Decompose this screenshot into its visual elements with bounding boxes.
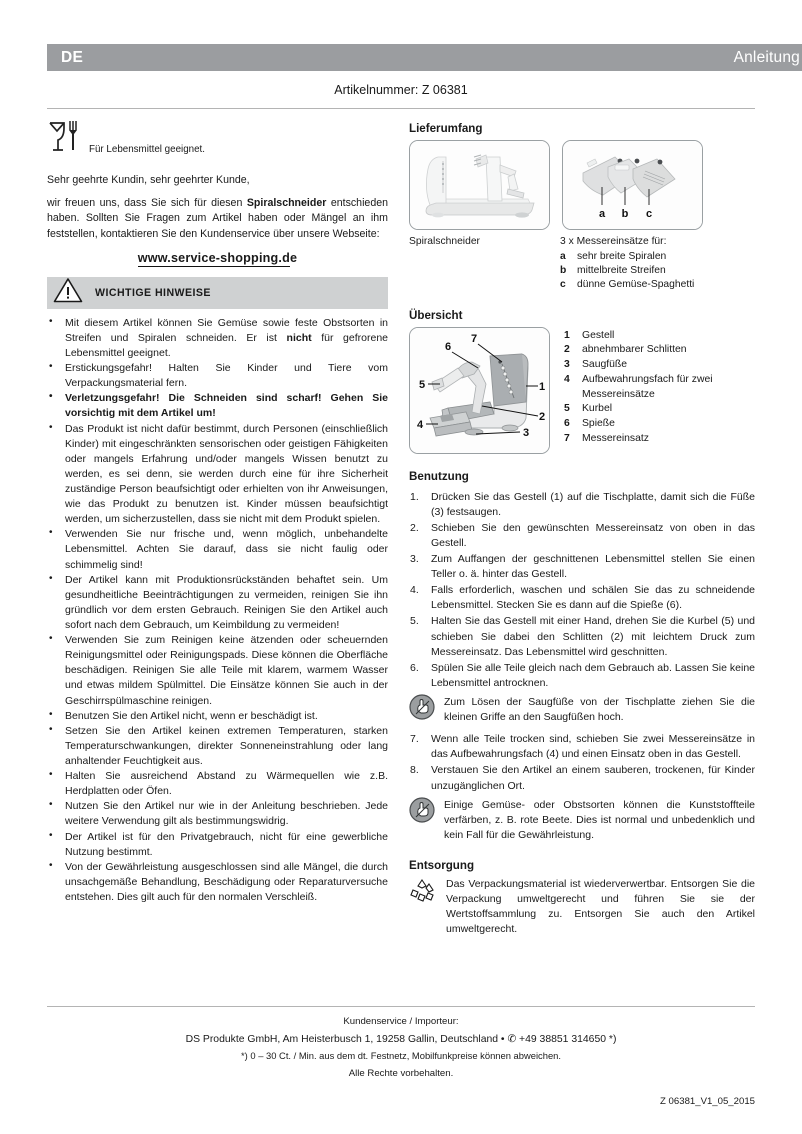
blade-legend-key: a — [560, 251, 566, 262]
usage-step-number: 6. — [410, 661, 419, 674]
svg-text:5: 5 — [418, 378, 426, 391]
food-safe-mark — [47, 122, 388, 160]
svg-text:4: 4 — [416, 418, 424, 431]
svg-text:2: 2 — [538, 410, 546, 423]
usage-step-number: 7. — [410, 733, 419, 746]
document-version: Z 06381_V1_05_2015 — [660, 1096, 755, 1107]
footer-rights: Alle Rechte vorbehalten. — [348, 1068, 454, 1079]
safety-notice-item: • Der Artikel ist für den Privatgebrauch, nicht für eine gewerbliche Nutzung bestimmt. — [47, 830, 388, 860]
blade-inserts-photo — [562, 140, 703, 230]
overview-legend-text-cont: Messereinsätze — [582, 388, 655, 400]
food-safe-label: Für Lebensmittel geeignet. — [89, 144, 205, 155]
usage-step-text: Wenn alle Teile trocken sind, schieben Sie zwei Messereinsätze in das Aufbewahrungsfach (4) und einen Einsatz oben in das Gestell. — [431, 733, 755, 761]
caption-spiral-cutter: Spiralschneider — [409, 236, 480, 247]
language-code: DE — [61, 48, 84, 66]
svg-text:3: 3 — [522, 426, 530, 439]
salutation: Sehr geehrte Kundin, sehr geehrter Kunde, — [47, 174, 250, 186]
safety-notice-item: • Setzen Sie den Artikel keinen extremen Temperaturen, starken Temperaturschwankungen, direkter Sonneneinstrahlung oder lang anhaltender Feuchtigkeit aus. — [47, 724, 388, 769]
overview-legend-text: Spieße — [582, 418, 615, 430]
safety-notice-item: • Verwenden Sie zum Reinigen keine ätzenden oder scheuernden Reinigungsmittel oder Reinigungspads. Diese können die Oberfläche beschädigen. Reinigen Sie alle Teile mit klarem, warmem Wasser und etwas mildem Spülmittel. Die Einsätze können Sie auch in der Geschirrspülmaschine reinigen. — [47, 633, 388, 709]
overview-legend-text: Aufbewahrungsfach für zwei — [582, 373, 713, 385]
overview-legend-key: 1 — [564, 329, 570, 341]
overview-legend-text: Saugfüße — [582, 359, 628, 371]
important-notice-title: WICHTIGE HINWEISE — [95, 286, 211, 299]
caption-blade-inserts: 3 x Messereinsätze für: — [560, 236, 667, 247]
overview-legend-item — [564, 373, 713, 388]
usage-step-number: 2. — [410, 521, 419, 534]
safety-notice-item: • Mit diesem Artikel können Sie Gemüse sowie feste Obstsorten in Streifen und Spiralen schneiden. Er ist nicht für gefrorene Lebensmittel geeignet. — [47, 316, 388, 361]
disposal-block — [409, 877, 755, 937]
hand-pointing-icon — [409, 694, 435, 725]
usage-step — [409, 661, 755, 691]
usage-step — [409, 614, 755, 659]
usage-step-number: 4. — [410, 584, 419, 597]
overview-legend-item — [564, 329, 713, 344]
blade-legend-item — [560, 250, 755, 264]
tip-suction-feet-text: Zum Lösen der Saugfüße von der Tischplatte ziehen Sie die kleinen Griffe an den Saugfüßen hoch. — [444, 696, 755, 724]
usage-step — [409, 763, 755, 793]
scope-of-delivery-images — [409, 140, 755, 230]
document-type-title: Anleitung — [733, 48, 800, 66]
safety-notice-item: • Verletzungsgefahr! Die Schneiden sind scharf! Gehen Sie vorsichtig mit dem Artikel um! — [47, 391, 388, 421]
overview-legend-key: 4 — [564, 373, 570, 385]
overview-diagram — [409, 327, 550, 454]
usage-step — [409, 583, 755, 613]
warning-triangle-icon — [53, 277, 83, 308]
disposal-heading: Entsorgung — [409, 859, 475, 873]
usage-step-text: Halten Sie das Gestell mit einer Hand, drehen Sie die Kurbel (5) und schieben Sie dabei den Schlitten (2) mit leichtem Druck zum Messereinsatz. Das Lebensmittel wird geschnitten. — [431, 615, 755, 658]
usage-heading: Benutzung — [409, 469, 469, 483]
overview-legend-key: 7 — [564, 432, 570, 444]
blade-legend-text: dünne Gemüse-Spaghetti — [577, 279, 695, 291]
blade-legend-key: b — [560, 265, 567, 277]
usage-step-text: Spülen Sie alle Teile gleich nach dem Gebrauch ab. Lassen Sie keine Lebensmittel antrocknen. — [431, 661, 755, 689]
blade-insert-legend — [560, 250, 755, 293]
overview-legend-key: 3 — [564, 359, 570, 371]
right-column — [409, 122, 755, 937]
overview-legend-item — [564, 343, 713, 358]
svg-text:1: 1 — [538, 380, 546, 393]
tip-discoloration-text: Einige Gemüse- oder Obstsorten können die Kunststoffteile verfärben, z. B. rote Beete. Dies ist normal und unbedenklich und kein Fall für die Gewährleistung. — [444, 798, 755, 841]
service-website-tail: e — [290, 250, 298, 265]
overview-legend-item — [564, 358, 713, 373]
blade-legend-text: sehr breite Spiralen — [577, 251, 667, 262]
usage-step-number: 8. — [410, 764, 419, 777]
product-name: Spiralschneider — [246, 197, 327, 210]
overview-legend-key: 2 — [564, 344, 570, 356]
blade-legend-item — [560, 278, 755, 292]
spiral-cutter-photo — [409, 140, 550, 230]
usage-step-text: Zum Auffangen der geschnittenen Lebensmittel stellen Sie einen Teller o. ä. hinter das Gestell. — [431, 553, 755, 581]
blade-legend-text: mittelbreite Streifen — [577, 265, 666, 277]
article-number: Artikelnummer: Z 06381 — [334, 83, 468, 97]
usage-step — [409, 490, 755, 520]
important-notice-banner — [47, 277, 388, 309]
svg-text:a: a — [598, 208, 606, 220]
service-website[interactable] — [47, 251, 388, 265]
usage-step-number: 1. — [410, 490, 419, 503]
overview-legend-key: 6 — [564, 418, 570, 430]
overview-legend-key: 5 — [564, 403, 570, 415]
safety-notice-item: • Von der Gewährleistung ausgeschlossen sind alle Mängel, die durch unsachgemäße Behandlung, Beschädigung oder Reparaturversuche entstehen. Dies gilt auch für den normalen Verschleiß. — [47, 860, 388, 905]
footer-company-address: DS Produkte GmbH, Am Heisterbusch 1, 19258 Gallin, Deutschland • ✆ +49 38851 314650 *) — [185, 1034, 617, 1045]
usage-step — [409, 521, 755, 551]
safety-notice-item: • Halten Sie ausreichend Abstand zu Wärmequellen wie z.B. Herdplatten oder Öfen. — [47, 769, 388, 799]
page-footer — [47, 1016, 755, 1079]
usage-step-number: 3. — [410, 553, 419, 566]
safety-notice-item: • Verwenden Sie nur frische und, wenn möglich, unbehandelte Lebensmittel. Achten Sie darauf, dass sie nicht faulig oder schimmelig sind! — [47, 527, 388, 572]
left-column — [47, 122, 388, 905]
usage-steps-part1 — [409, 490, 755, 691]
disposal-text: Das Verpackungsmaterial ist wiederverwertbar. Entsorgen Sie die Verpackung umweltgerecht und führen Sie sie der Wertstoffsammlung zu. Entsorgen Sie auch den Artikel umweltgerecht. — [446, 878, 755, 936]
scope-of-delivery-captions — [409, 236, 755, 247]
usage-step-number: 5. — [410, 615, 419, 628]
usage-step — [409, 732, 755, 762]
footer-service-label: Kundenservice / Importeur: — [343, 1016, 459, 1027]
overview-block — [409, 327, 755, 454]
usage-steps-part2 — [409, 732, 755, 793]
safety-notice-item: • Nutzen Sie den Artikel nur wie in der Anleitung beschrieben. Jede weitere Verwendung gilt als bestimmungswidrig. — [47, 799, 388, 829]
glass-fork-icon — [47, 119, 81, 160]
safety-notice-item: • Der Artikel kann mit Produktionsrückständen behaftet sein. Um gesundheitliche Beeinträchtigungen zu vermeiden, reinigen Sie ihn gründlich vor dem ersten Gebrauch. Reinigen Sie den Artikel auch sofort nach dem Gebrauch, um Keimbildung zu vermeiden! — [47, 573, 388, 633]
usage-step-text: Falls erforderlich, waschen und schälen Sie das zu schneidende Lebensmittel. Stecken Sie es dann auf die Spieße (6). — [431, 584, 755, 612]
header-divider — [47, 108, 755, 109]
svg-text:7: 7 — [470, 332, 478, 345]
intro-part-2: entschieden haben. Sollten Sie Fragen zum Artikel haben oder Mängel an ihm feststellen, kontaktieren Sie den Kundenservice über unsere Webseite: — [47, 197, 388, 240]
safety-notice-item: • Das Produkt ist nicht dafür bestimmt, durch Personen (einschließlich Kinder) mit eingeschränkten sensorischen oder geistigen Fähigkeiten oder mangels Erfahrung und/oder mangels Wissen benutzt zu werden, es sei denn, sie werden durch eine für ihre Sicherheit zuständige Person beaufsichtigt oder erhielten von ihr Anweisungen, wie das Produkt zu benutzen ist. Kinder müssen beaufsichtigt werden, um sicherzustellen, dass sie nicht mit dem Produkt spielen. — [47, 422, 388, 528]
overview-legend-item — [564, 402, 713, 417]
svg-text:6: 6 — [444, 340, 452, 353]
overview-heading: Übersicht — [409, 308, 463, 322]
service-website-underlined: www.service-shopping.d — [137, 250, 291, 265]
intro-paragraph — [47, 196, 388, 242]
blade-legend-item — [560, 264, 755, 278]
overview-legend-text: Messereinsatz — [582, 432, 649, 444]
safety-notice-item: • Benutzen Sie den Artikel nicht, wenn er beschädigt ist. — [47, 709, 388, 724]
footer-phone-note: *) 0 – 30 Ct. / Min. aus dem dt. Festnetz, Mobilfunkpreise können abweichen. — [241, 1050, 561, 1061]
overview-legend-text: Gestell — [582, 329, 615, 341]
usage-step-text: Drücken Sie das Gestell (1) auf die Tischplatte, damit sich die Füße (3) festsaugen. — [431, 490, 755, 518]
recycling-icon — [409, 877, 437, 910]
safety-notice-list — [47, 316, 388, 905]
tip-suction-feet — [409, 694, 755, 725]
usage-step — [409, 552, 755, 582]
tip-discoloration — [409, 797, 755, 843]
intro-part-1: wir freuen uns, dass Sie sich für diesen — [47, 197, 247, 210]
page-header-bar — [47, 44, 802, 71]
scope-of-delivery-heading: Lieferumfang — [409, 122, 483, 135]
safety-notice-item: • Erstickungsgefahr! Halten Sie Kinder und Tiere vom Verpackungsmaterial fern. — [47, 361, 388, 391]
usage-step-text: Schieben Sie den gewünschten Messereinsatz von oben in das Gestell. — [431, 521, 755, 549]
overview-legend-text: Kurbel — [582, 403, 613, 415]
hand-pointing-icon — [409, 797, 435, 828]
overview-legend-item — [564, 432, 713, 447]
overview-legend-text: abnehmbarer Schlitten — [582, 344, 687, 356]
usage-step-text: Verstauen Sie den Artikel an einem sauberen, trockenen, für Kinder unzugänglichen Ort. — [431, 764, 755, 792]
overview-legend — [564, 327, 713, 454]
blade-legend-key: c — [560, 279, 566, 291]
svg-text:b: b — [621, 208, 629, 220]
overview-legend-item — [564, 417, 713, 432]
footer-divider — [47, 1006, 755, 1007]
svg-text:c: c — [645, 208, 653, 220]
